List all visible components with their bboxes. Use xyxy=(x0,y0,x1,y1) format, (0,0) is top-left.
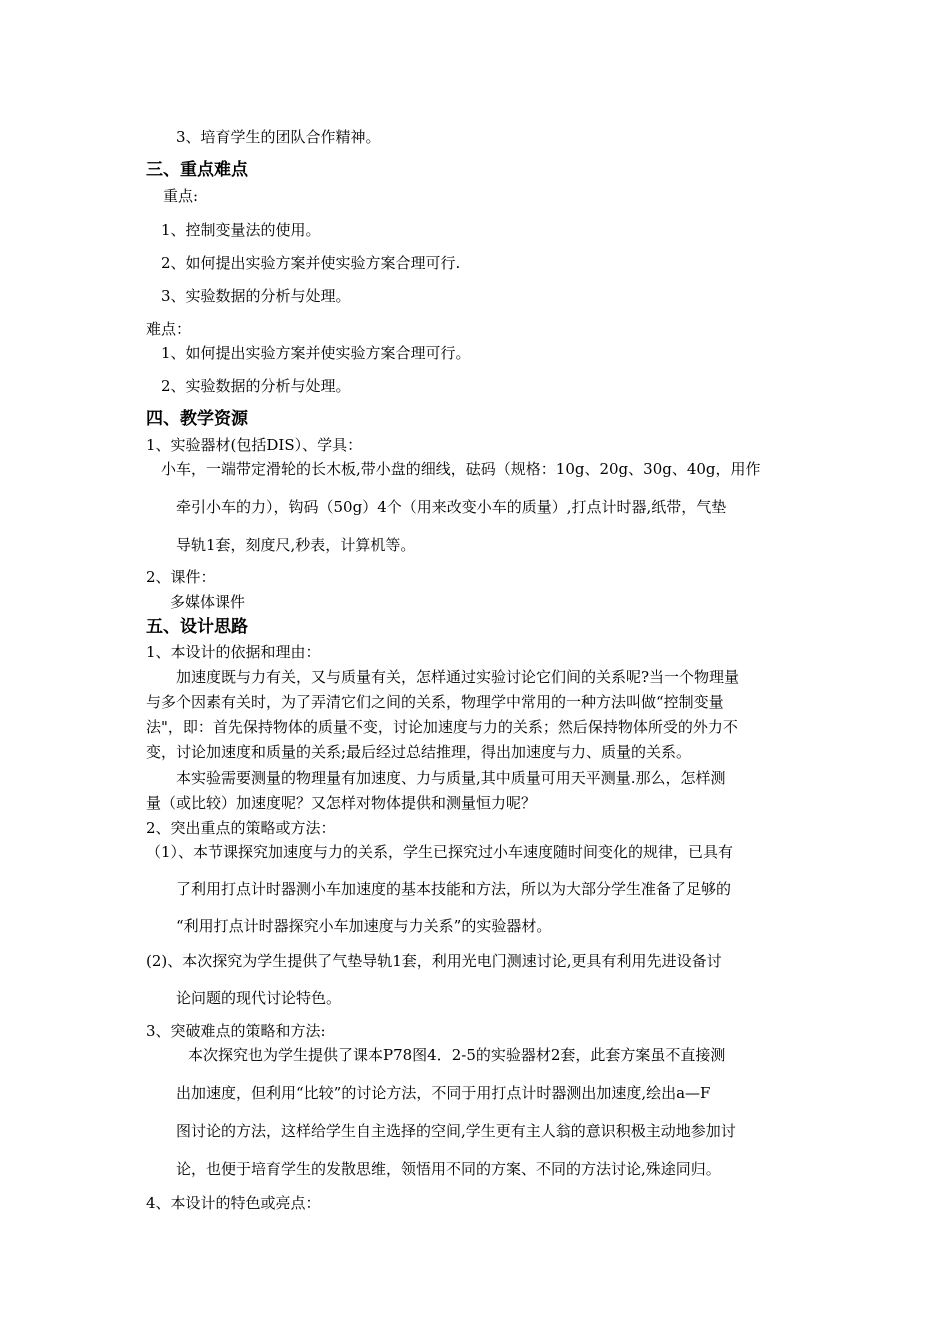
text-line: “利用打点计时器探究小车加速度与力关系”的实验器材。 xyxy=(176,917,552,935)
text-line: 出加速度，但利用“比较”的讨论方法，不同于用打点计时器测出加速度,绘出a—F xyxy=(176,1084,711,1102)
text-line: 多媒体课件 xyxy=(170,593,246,611)
text-line: 导轨1套，刻度尺,秒表，计算机等。 xyxy=(176,536,416,554)
text-line: （1）、本节课探究加速度与力的关系，学生已探究过小车速度随时间变化的规律，已具有 xyxy=(146,843,734,861)
text-line: 2、突出重点的策略或方法： xyxy=(146,819,336,837)
text-line: 法"，即：首先保持物体的质量不变，讨论加速度与力的关系；然后保持物体所受的外力不 xyxy=(146,718,738,736)
text-line: 1、控制变量法的使用。 xyxy=(161,221,321,239)
text-line: 1、实验器材(包括DIS）、学具： xyxy=(146,436,363,454)
text-line: 3、突破难点的策略和方法: xyxy=(146,1022,326,1040)
text-line: 牵引小车的力），钩码（50g）4个（用来改变小车的质量）,打点计时器,纸带，气垫 xyxy=(176,498,727,516)
text-line: (2)、本次探究为学生提供了气垫导轨1套，利用光电门测速讨论,更具有利用先进设备讨 xyxy=(146,952,722,970)
text-line: 论，也便于培育学生的发散思维，领悟用不同的方案、不同的方法讨论,殊途同归。 xyxy=(176,1160,721,1178)
text-line: 4、本设计的特色或亮点： xyxy=(146,1194,321,1212)
text-line: 重点: xyxy=(163,187,199,205)
text-line: 2、课件： xyxy=(146,568,216,586)
section-heading: 四、教学资源 xyxy=(146,409,248,429)
text-line: 加速度既与力有关，又与质量有关，怎样通过实验讨论它们间的关系呢?当一个物理量 xyxy=(176,668,740,686)
text-line: 量（或比较）加速度呢？又怎样对物体提供和测量恒力呢？ xyxy=(146,794,537,812)
text-line: 与多个因素有关时，为了弄清它们之间的关系，物理学中常用的一种方法叫做“控制变量 xyxy=(146,693,724,711)
text-line: 论问题的现代讨论特色。 xyxy=(176,989,342,1007)
section-heading: 五、设计思路 xyxy=(146,617,248,637)
text-line: 3、培育学生的团队合作精神。 xyxy=(176,128,381,146)
text-line: 难点： xyxy=(146,320,192,338)
text-line: 本实验需要测量的物理量有加速度、力与质量,其中质量可用天平测量.那么，怎样测 xyxy=(176,769,726,787)
text-line: 2、如何提出实验方案并使实验方案合理可行. xyxy=(161,254,461,272)
text-line: 小车，一端带定滑轮的长木板,带小盘的细线，砝码（规格：10g、20g、30g、40g，用作 xyxy=(161,460,761,478)
text-line: 了利用打点计时器测小车加速度的基本技能和方法，所以为大部分学生准备了足够的 xyxy=(176,880,732,898)
text-line: 图讨论的方法，这样给学生自主选择的空间,学生更有主人翁的意识积极主动地参加讨 xyxy=(176,1122,736,1140)
section-heading: 三、重点难点 xyxy=(146,160,248,180)
text-line: 3、实验数据的分析与处理。 xyxy=(161,287,351,305)
text-line: 1、如何提出实验方案并使实验方案合理可行。 xyxy=(161,344,471,362)
text-line: 变，讨论加速度和质量的关系;最后经过总结推理，得出加速度与力、质量的关系。 xyxy=(146,743,692,761)
text-line: 本次探究也为学生提供了课本P78图4．2-5的实验器材2套，此套方案虽不直接测 xyxy=(188,1046,726,1064)
text-line: 2、实验数据的分析与处理。 xyxy=(161,377,351,395)
text-line: 1、本设计的依据和理由： xyxy=(146,643,321,661)
